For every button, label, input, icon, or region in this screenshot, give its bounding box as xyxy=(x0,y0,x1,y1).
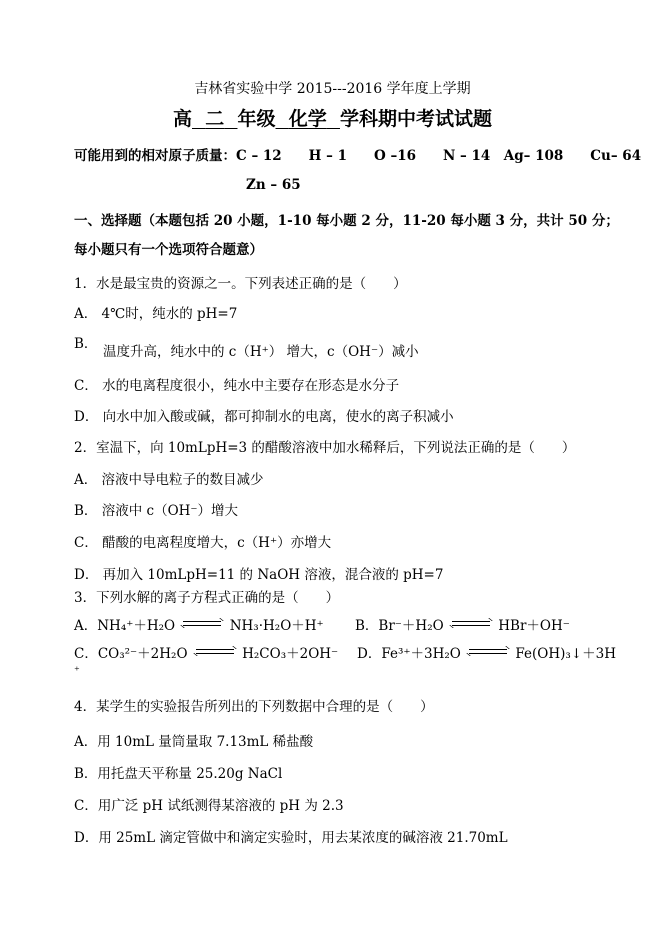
q1-option-a: A． 4℃时，纯水的 pH=7 xyxy=(74,306,238,322)
q1-option-d: D． 向水中加入酸或碱，都可抑制水的电离，使水的离子积减小 xyxy=(74,409,454,425)
equilibrium-arrow-icon xyxy=(196,648,234,656)
section-heading-line-1: 一、选择题（本题包括 20 小题，1-10 每小题 2 分，11-20 每小题 3 分，共计 50 分； xyxy=(74,213,619,229)
title-part-suffix: 学科期中考试试题 xyxy=(339,108,492,130)
q4-option-d: D．用 25mL 滴定管做中和滴定实验时，用去某浓度的碱溶液 21.70mL xyxy=(74,830,508,846)
title-part-grade-prefix: 高 xyxy=(172,108,192,130)
q3-b-products: HBr＋OH⁻ xyxy=(498,618,570,634)
q4-option-b: B．用托盘天平称量 25.20g NaCl xyxy=(74,766,283,782)
atomic-mass-line-2: Zn – 65 xyxy=(246,177,301,193)
q3-c-reactants: C．CO₃²⁻＋2H₂O xyxy=(74,646,188,662)
q3-option-a xyxy=(74,614,324,634)
q3-option-d-wrap: ⁺ xyxy=(74,664,80,677)
q3-d-reactants: D．Fe³⁺＋3H₂O xyxy=(357,646,461,662)
q2-option-a: A． 溶液中导电粒子的数目减少 xyxy=(74,472,264,488)
q1-stem: 1．水是最宝贵的资源之一。下列表述正确的是（ ） xyxy=(74,276,407,292)
school-header: 吉林省实验中学 2015---2016 学年度上学期 xyxy=(194,81,471,97)
q2-option-d: D． 再加入 10mLpH=11 的 NaOH 溶液，混合液的 pH=7 xyxy=(74,567,444,583)
title-part-subject: 化学 xyxy=(288,108,327,130)
q4-option-a: A．用 10mL 量筒量取 7.13mL 稀盐酸 xyxy=(74,734,314,750)
q4-stem: 4．某学生的实验报告所列出的下列数据中合理的是（ ） xyxy=(74,699,434,715)
title-part-grade: 二 xyxy=(205,108,225,130)
q3-b-reactants: B．Br⁻＋H₂O xyxy=(355,618,444,634)
q3-a-reactants: A．NH₄⁺＋H₂O xyxy=(74,618,176,634)
q3-c-products: H₂CO₃＋2OH⁻ xyxy=(242,646,339,662)
q2-option-b: B． 溶液中 c（OH⁻）增大 xyxy=(74,503,239,519)
atomic-mass-line-1: 可能用到的相对原子质量：C – 12 H – 1 O –16 N – 14 Ag– 108 Cu– 64 xyxy=(74,148,642,164)
exam-title xyxy=(0,104,665,131)
equilibrium-arrow-icon xyxy=(183,620,221,628)
q2-stem: 2．室温下，向 10mLpH=3 的醋酸溶液中加水稀释后，下列说法正确的是（ ） xyxy=(74,440,576,456)
q3-option-b xyxy=(355,614,570,634)
q1-option-c: C． 水的电离程度很小，纯水中主要存在形态是水分子 xyxy=(74,378,400,394)
q1-option-b-label: B． xyxy=(74,336,98,352)
q3-option-d xyxy=(357,642,616,662)
q3-stem: 3．下列水解的离子方程式正确的是（ ） xyxy=(74,590,340,606)
q3-d-products: Fe(OH)₃↓＋3H xyxy=(515,646,616,662)
q2-option-c: C． 醋酸的电离程度增大，c（H⁺）亦增大 xyxy=(74,535,332,551)
q3-a-products: NH₃·H₂O＋H⁺ xyxy=(229,618,324,634)
equilibrium-arrow-icon xyxy=(469,648,507,656)
q3-option-c xyxy=(74,642,338,662)
title-part-nianji: 年级 xyxy=(237,108,276,130)
q4-option-c: C．用广泛 pH 试纸测得某溶液的 pH 为 2.3 xyxy=(74,798,344,814)
q1-option-b-text: 温度升高，纯水中的 c（H⁺） 增大，c（OH⁻）减小 xyxy=(103,344,419,360)
equilibrium-arrow-icon xyxy=(452,620,490,628)
section-heading-line-2: 每小题只有一个选项符合题意） xyxy=(74,242,263,258)
